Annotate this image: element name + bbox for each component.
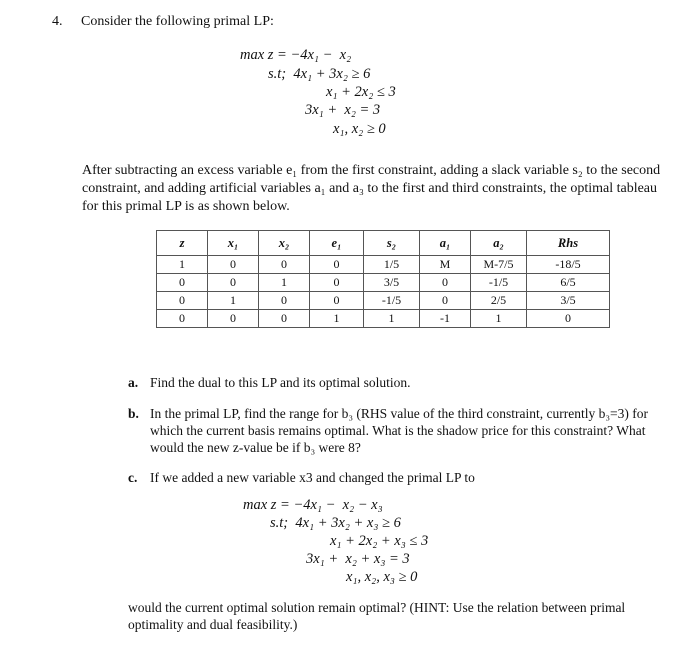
table-cell: 0 [310,274,364,292]
setup-paragraph: After subtracting an excess variable e₁ from the first constraint, adding a slack variable s₂ to the second constraint, and adding artificial variables a₁ and a₃ to the first and third constraints, the optimal tableau for this primal LP is as shown below. [82,163,661,214]
part-a [128,374,411,391]
tableau-header: s₂ [364,231,420,256]
table-cell: 1/5 [364,256,420,274]
table-cell: 0 [259,310,310,328]
table-cell: 0 [157,310,208,328]
table-cell: 2/5 [471,292,527,310]
table-cell: -1 [420,310,471,328]
tableau-header: Rhs [527,231,610,256]
lp-constraint-2: x₁ + 2x₂ + x₃ ≤ 3 [330,533,429,549]
part-c [128,469,475,486]
table-cell: 6/5 [527,274,610,292]
table-cell: 0 [208,274,259,292]
table-cell: M-7/5 [471,256,527,274]
lp-constraint-1: s.t; 4x₁ + 3x₂ + x₃ ≥ 6 [270,515,401,531]
lp-nonnegativity: x₁, x₂ ≥ 0 [333,121,386,137]
table-cell: 0 [527,310,610,328]
table-cell: 0 [259,292,310,310]
part-label: a. [128,375,139,390]
optimal-tableau [156,230,610,328]
table-cell: -1/5 [364,292,420,310]
question-prompt: Consider the following primal LP: [81,14,274,29]
table-cell: -1/5 [471,274,527,292]
table-row [157,256,610,274]
table-cell: 3/5 [527,292,610,310]
lp-constraint-3: 3x₁ + x₂ = 3 [305,102,381,118]
question-number: 4. [52,14,63,29]
table-cell: 0 [310,292,364,310]
table-cell: 1 [364,310,420,328]
table-cell: 1 [471,310,527,328]
tableau-header: x₂ [259,231,310,256]
tableau-header: e₁ [310,231,364,256]
tableau-header-row [157,231,610,256]
part-text: In the primal LP, find the range for b₃ (RHS value of the third constraint, currently b₃=3) for which the current basis remains optimal. What is the shadow price for this constraint? What would the new z-value be if b₃ were 8? [150,406,649,455]
table-cell: 3/5 [364,274,420,292]
part-label: c. [128,470,138,485]
table-row [157,310,610,328]
lp-objective: max z = −4x₁ − x₂ − x₃ [243,497,383,513]
lp-nonnegativity: x₁, x₂, x₃ ≥ 0 [346,569,418,585]
tableau-header: a₁ [420,231,471,256]
table-cell: 1 [259,274,310,292]
table-cell: -18/5 [527,256,610,274]
tableau-header: x₁ [208,231,259,256]
table-row [157,292,610,310]
tableau-header: z [157,231,208,256]
part-text: Find the dual to this LP and its optimal solution. [150,375,411,390]
table-cell: 1 [157,256,208,274]
table-cell: M [420,256,471,274]
table-row [157,274,610,292]
table-cell: 1 [208,292,259,310]
part-b [128,405,649,455]
final-question: would the current optimal solution remain optimal? (HINT: Use the relation between primal optimality and dual feasibility.) [128,600,626,632]
table-cell: 0 [208,310,259,328]
lp-constraint-3: 3x₁ + x₂ + x₃ = 3 [306,551,410,567]
table-cell: 0 [157,292,208,310]
table-cell: 0 [259,256,310,274]
table-cell: 0 [208,256,259,274]
table-cell: 0 [420,292,471,310]
part-label: b. [128,406,139,421]
lp-constraint-1: s.t; 4x₁ + 3x₂ ≥ 6 [268,66,371,82]
table-cell: 0 [157,274,208,292]
table-cell: 1 [310,310,364,328]
tableau-header: a₂ [471,231,527,256]
lp-constraint-2: x₁ + 2x₂ ≤ 3 [326,84,396,100]
table-cell: 0 [420,274,471,292]
table-cell: 0 [310,256,364,274]
part-text: If we added a new variable x3 and changed the primal LP to [150,470,475,485]
lp-objective: max z = −4x₁ − x₂ [240,47,352,63]
